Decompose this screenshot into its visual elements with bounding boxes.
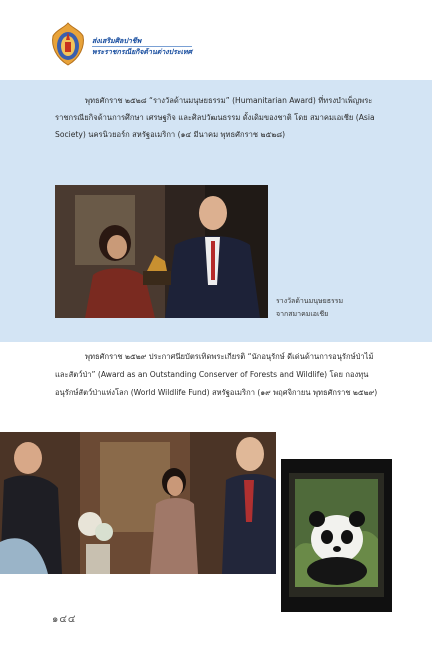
- ceremony-photo: [0, 432, 276, 574]
- header-title-line2: พระราชกรณียกิจด้านต่างประเทศ: [92, 48, 193, 56]
- panda-certificate-photo: [281, 459, 392, 612]
- section1-text: พุทธศักราช ๒๕๒๘ “รางวัลด้านมนุษยธรรม” (Humanitarian Award) ที่ทรงบำเพ็ญพระราชกรณียกิจด้านการศึกษา เศรษฐกิจ และศิลปวัฒนธรรม ดั้งเดิมของชาติ โดย สมาคมเอเชีย (Asia Society) นครนิวยอร์ก สหรัฐอเมริกา (๑๔ มีนาคม พุทธศักราช ๒๕๒๘): [55, 96, 375, 139]
- award-photo: [55, 185, 268, 318]
- caption-line2: จากสมาคมเอเชีย: [276, 310, 329, 318]
- section1-paragraph: [55, 92, 385, 143]
- header-title: [92, 36, 192, 57]
- royal-emblem-icon: [50, 22, 86, 66]
- page-number: ๑๔๔: [52, 614, 77, 625]
- section2-text: พุทธศักราช ๒๕๒๙ ประกาศนียบัตรเทิดพระเกียรติ “นักอนุรักษ์ ดีเด่นด้านการอนุรักษ์ป่าไม้และสัตว์ป่า” (Award as an Outstanding Conserver of Forests and Wildlife) โดย กองทุนอนุรักษ์สัตว์ป่าแห่งโลก (World Wildlife Fund) สหรัฐอเมริกา (๑๙ พฤศจิกายน พุทธศักราช ๒๕๒๙): [55, 352, 378, 397]
- section2-paragraph: [55, 348, 385, 402]
- caption-line1: รางวัลด้านมนุษยธรรม: [276, 297, 344, 305]
- photo-caption: [276, 295, 343, 321]
- header-title-line1: ส่งเสริมศิลปาชีพ: [92, 36, 192, 47]
